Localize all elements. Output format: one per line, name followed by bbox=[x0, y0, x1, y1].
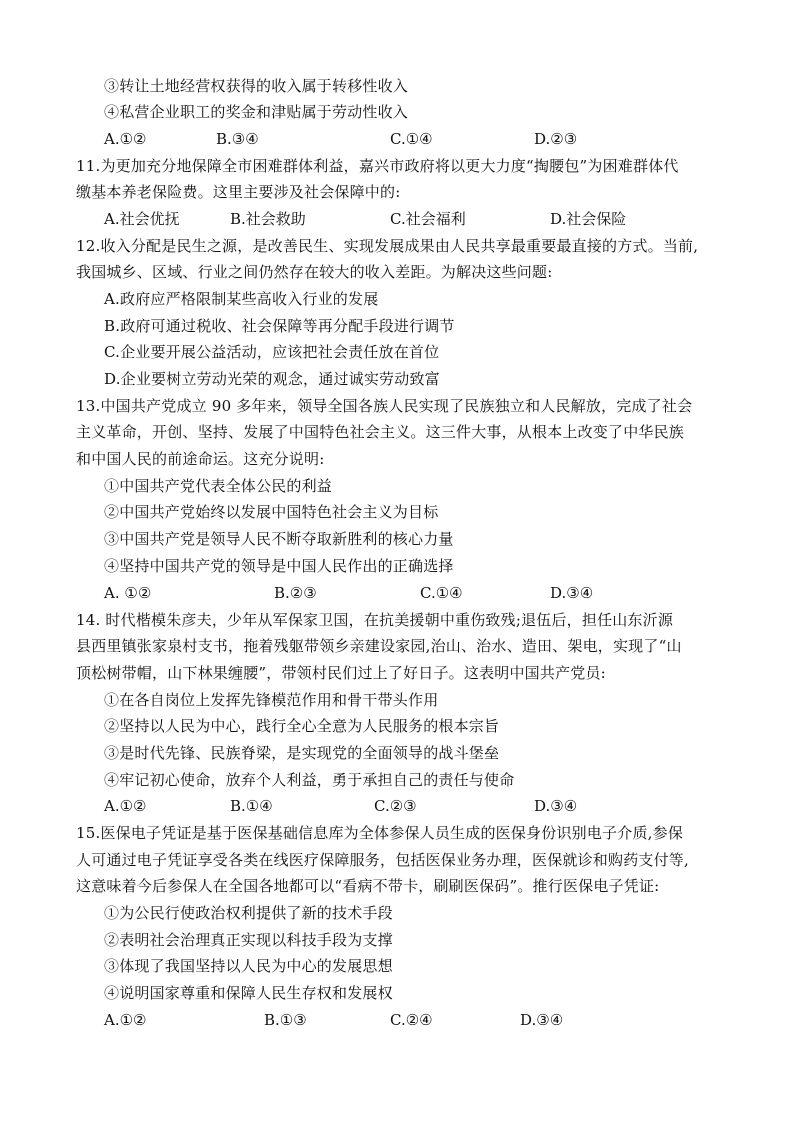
q14-option-a[interactable]: A.①② bbox=[104, 797, 147, 815]
q10-option-d[interactable]: D.②③ bbox=[534, 130, 578, 148]
q12-stem-line-1: 12.收入分配是民生之源，是改善民生、实现发展成果由人民共享最重要最直接的方式。当前, bbox=[76, 237, 699, 255]
q14-option-b[interactable]: B.①④ bbox=[230, 797, 273, 815]
q13-options bbox=[104, 583, 624, 603]
q13-option-a[interactable]: A. ①② bbox=[104, 584, 152, 602]
q12-option-a[interactable]: A.政府应严格限制某些高收入行业的发展 bbox=[104, 290, 379, 308]
q13-statement-1: ①中国共产党代表全体公民的利益 bbox=[104, 477, 333, 495]
q15-option-c[interactable]: C.②④ bbox=[390, 1011, 433, 1029]
q15-option-b[interactable]: B.①③ bbox=[264, 1011, 307, 1029]
q13-stem-line-3: 和中国人民的前途命运。这充分说明: bbox=[76, 450, 325, 468]
q15-statement-3: ③体现了我国坚持以人民为中心的发展思想 bbox=[104, 957, 393, 975]
q12-option-b[interactable]: B.政府可通过税收、社会保障等再分配手段进行调节 bbox=[104, 317, 455, 335]
q13-option-c[interactable]: C.①④ bbox=[420, 584, 463, 602]
q15-options bbox=[104, 1010, 624, 1030]
q14-stem-line-3: 顶松树带帽，山下林果缠腰”，带领村民们过上了好日子。这表明中国共产党员: bbox=[76, 664, 606, 682]
q13-option-b[interactable]: B.②③ bbox=[274, 584, 317, 602]
q15-stem-line-3: 这意味着今后参保人在全国各地都可以“看病不带卡，刷刷医保码”。推行医保电子凭证: bbox=[76, 877, 660, 895]
q12-option-d[interactable]: D.企业要树立劳动光荣的观念，通过诚实劳动致富 bbox=[104, 370, 440, 388]
q10-statement-4: ④私营企业职工的奖金和津贴属于劳动性收入 bbox=[104, 103, 409, 121]
q12-stem-line-2: 我国城乡、区域、行业之间仍然存在较大的收入差距。为解决这些问题: bbox=[76, 263, 553, 281]
q11-option-b[interactable]: B.社会救助 bbox=[230, 210, 306, 228]
q10-option-c[interactable]: C.①④ bbox=[390, 130, 433, 148]
q12-option-c[interactable]: C.企业要开展公益活动，应该把社会责任放在首位 bbox=[104, 343, 440, 361]
q11-options bbox=[104, 209, 664, 229]
q13-statement-3: ③中国共产党是领导人民不断夺取新胜利的核心力量 bbox=[104, 530, 454, 548]
q11-option-d[interactable]: D.社会保险 bbox=[550, 210, 627, 228]
q13-statement-4: ④坚持中国共产党的领导是中国人民作出的正确选择 bbox=[104, 557, 454, 575]
q13-stem-line-1: 13.中国共产党成立 90 多年来，领导全国各族人民实现了民族独立和人民解放，完成了社会 bbox=[76, 397, 693, 415]
q11-stem-line-1: 11.为更加充分地保障全市困难群体利益，嘉兴市政府将以更大力度“掏腰包”为困难群体代 bbox=[76, 157, 679, 175]
q14-statement-1: ①在各自岗位上发挥先锋模范作用和骨干带头作用 bbox=[104, 691, 439, 709]
q11-option-a[interactable]: A.社会优抚 bbox=[104, 210, 180, 228]
q13-statement-2: ②中国共产党始终以发展中国特色社会主义为目标 bbox=[104, 503, 439, 521]
q14-stem-line-1: 14. 时代楷模朱彦夫，少年从军保家卫国，在抗美援朝中重伤致残;退伍后，担任山东沂源 bbox=[76, 611, 674, 629]
q14-statement-2: ②坚持以人民为中心，践行全心全意为人民服务的根本宗旨 bbox=[104, 717, 500, 735]
q15-stem-line-2: 人可通过电子凭证享受各类在线医疗保障服务，包括医保业务办理，医保就诊和购药支付等, bbox=[76, 851, 689, 869]
q15-statement-1: ①为公民行使政治权利提供了新的技术手段 bbox=[104, 904, 393, 922]
q13-stem-line-2: 主义革命，开创、坚持、发展了中国特色社会主义。这三件大事，从根本上改变了中华民族 bbox=[76, 423, 685, 441]
q10-options bbox=[104, 129, 624, 149]
q10-option-b[interactable]: B.③④ bbox=[216, 130, 259, 148]
q14-options bbox=[104, 796, 624, 816]
q13-option-d[interactable]: D.③④ bbox=[550, 584, 594, 602]
q14-option-c[interactable]: C.②③ bbox=[374, 797, 417, 815]
q10-statement-3: ③转让土地经营权获得的收入属于转移性收入 bbox=[104, 77, 409, 95]
q15-option-d[interactable]: D.③④ bbox=[520, 1011, 564, 1029]
q14-statement-4: ④牢记初心使命，放弃个人利益，勇于承担自己的责任与使命 bbox=[104, 771, 515, 789]
q11-stem-line-2: 缴基本养老保险费。这里主要涉及社会保障中的: bbox=[76, 183, 401, 201]
q15-statement-4: ④说明国家尊重和保障人民生存权和发展权 bbox=[104, 984, 393, 1002]
q14-stem-line-2: 县西里镇张家泉村支书，拖着残躯带领乡亲建设家园,治山、治水、造田、架电，实现了“山 bbox=[76, 637, 682, 655]
q14-statement-3: ③是时代先锋、民族脊梁，是实现党的全面领导的战斗堡垒 bbox=[104, 744, 500, 762]
q14-option-d[interactable]: D.③④ bbox=[534, 797, 578, 815]
q15-statement-2: ②表明社会治理真正实现以科技手段为支撑 bbox=[104, 931, 393, 949]
q11-option-c[interactable]: C.社会福利 bbox=[390, 210, 466, 228]
q15-option-a[interactable]: A.①② bbox=[104, 1011, 147, 1029]
q15-stem-line-1: 15.医保电子凭证是基于医保基础信息库为全体参保人员生成的医保身份识别电子介质,参保 bbox=[76, 824, 684, 842]
q10-option-a[interactable]: A.①② bbox=[104, 130, 147, 148]
